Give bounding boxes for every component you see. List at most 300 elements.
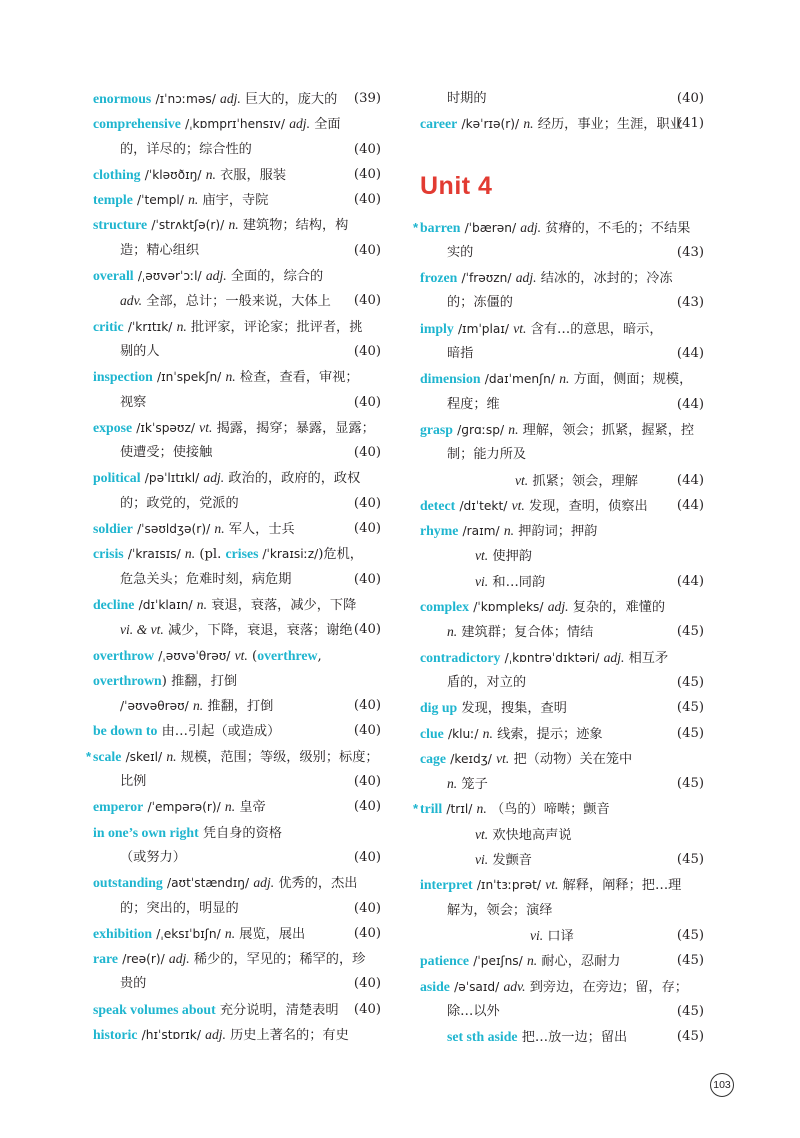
definition: 结冰的，冰封的；冷冻 bbox=[540, 271, 673, 287]
part-of-speech: vt. bbox=[513, 320, 527, 336]
phonetic: /daɪˈmenʃn/ bbox=[484, 372, 555, 387]
entry-continuation bbox=[420, 822, 704, 847]
headword: grasp bbox=[420, 421, 453, 437]
entry-continuation bbox=[93, 137, 381, 162]
part-of-speech: n. bbox=[447, 624, 458, 640]
entry-continuation bbox=[420, 86, 704, 111]
phonetic: /skeɪl/ bbox=[125, 749, 163, 764]
entry-line bbox=[413, 215, 704, 240]
entry-continuation bbox=[93, 491, 381, 516]
definition: 政治的，政府的，政权 bbox=[228, 471, 361, 487]
page-reference: (43) bbox=[676, 295, 704, 311]
headword: overthrown bbox=[93, 672, 162, 688]
entry-line bbox=[93, 870, 381, 895]
headword: detect bbox=[420, 497, 456, 513]
definition: 押韵词；押韵 bbox=[518, 524, 598, 540]
entry-line bbox=[86, 744, 381, 769]
definition: 相互矛 bbox=[628, 650, 669, 666]
definition: 除…以外 bbox=[447, 1003, 500, 1019]
entry-line bbox=[93, 187, 381, 212]
part-of-speech: n. bbox=[508, 421, 519, 437]
entry-line bbox=[420, 316, 704, 341]
definition: ( bbox=[252, 648, 258, 664]
phonetic: /keɪdʒ/ bbox=[450, 751, 492, 766]
phonetic: /reə(r)/ bbox=[122, 952, 165, 967]
phonetic: /ɪnˈtɜːprət/ bbox=[476, 878, 542, 893]
part-of-speech: n. bbox=[526, 953, 538, 969]
entry-line bbox=[93, 997, 381, 1022]
definition: 抓紧；领会，理解 bbox=[532, 473, 638, 489]
entry-line bbox=[420, 695, 704, 720]
definition: 贫瘠的，不毛的；不结果 bbox=[545, 220, 691, 236]
entry-line bbox=[93, 592, 381, 617]
page-reference: (40) bbox=[353, 141, 381, 157]
definition: （鸟的）啼啭；颤音 bbox=[490, 802, 610, 818]
definition: 贵的 bbox=[120, 976, 147, 992]
definition: 剔的人 bbox=[120, 343, 160, 359]
entry-continuation bbox=[420, 670, 704, 695]
entry-continuation bbox=[420, 847, 704, 872]
definition: 发现，搜集，查明 bbox=[461, 701, 567, 717]
headword: crisis bbox=[93, 546, 124, 562]
entry-continuation bbox=[420, 999, 704, 1024]
definition: 全面 bbox=[314, 117, 341, 133]
phonetic: /ˈsəʊldʒə(r)/ bbox=[137, 522, 211, 537]
entry-line bbox=[93, 921, 381, 946]
phonetic: /ˈempərə(r)/ bbox=[147, 800, 221, 815]
definition: 军人，士兵 bbox=[228, 522, 295, 538]
headword: interpret bbox=[420, 877, 473, 893]
part-of-speech: adj. bbox=[205, 268, 227, 284]
entry-line bbox=[420, 948, 704, 973]
headword: dimension bbox=[420, 371, 481, 387]
part-of-speech: vi. & vt. bbox=[120, 622, 164, 638]
headword: scale bbox=[93, 748, 122, 764]
definition: 规模，范围；等级，级别；标度； bbox=[180, 749, 379, 765]
phonetic: /aʊtˈstændɪŋ/ bbox=[166, 876, 250, 891]
headword: overall bbox=[93, 268, 134, 284]
entry-continuation bbox=[93, 238, 381, 263]
definition: 的，详尽的；综合性的 bbox=[120, 141, 252, 157]
headword: historic bbox=[93, 1026, 138, 1042]
definition: 建筑群；复合体；情结 bbox=[461, 625, 594, 641]
page-reference: (45) bbox=[676, 624, 704, 640]
phonetic: /ˈbærən/ bbox=[464, 220, 517, 235]
page-reference: (40) bbox=[353, 394, 381, 410]
entry-line bbox=[93, 1022, 381, 1047]
definition: 和…同韵 bbox=[492, 574, 546, 590]
entry-line bbox=[93, 212, 381, 237]
definition: 笼子 bbox=[461, 777, 488, 793]
definition: 凭自身的资格 bbox=[202, 825, 282, 841]
phonetic: /əˈsaɪd/ bbox=[454, 979, 500, 994]
definition: 由…引起（或造成） bbox=[161, 724, 281, 740]
definition: 实的 bbox=[447, 244, 474, 260]
page-reference: (40) bbox=[353, 900, 381, 916]
entry-line bbox=[420, 721, 704, 746]
phonetic: /ˈpeɪʃns/ bbox=[473, 954, 523, 969]
part-of-speech: vt. bbox=[199, 419, 213, 435]
phonetic: /kəˈrɪə(r)/ bbox=[461, 117, 520, 132]
page-reference: (40) bbox=[353, 343, 381, 359]
definition: 的；政党的，党派的 bbox=[120, 495, 239, 511]
headword: expose bbox=[93, 419, 133, 435]
headword: patience bbox=[420, 953, 470, 969]
headword: rhyme bbox=[420, 523, 459, 539]
part-of-speech: n. bbox=[559, 371, 570, 387]
headword: imply bbox=[420, 320, 454, 336]
phonetic: /raɪm/ bbox=[462, 524, 500, 539]
definition: 全部，总计；一般来说，大体上 bbox=[146, 294, 331, 310]
page-reference: (40) bbox=[353, 1001, 381, 1017]
headword: dig up bbox=[420, 700, 458, 716]
part-of-speech: vt. bbox=[511, 497, 525, 513]
page-reference: (40) bbox=[353, 799, 381, 815]
headword: temple bbox=[93, 192, 133, 208]
part-of-speech: vi. bbox=[475, 573, 489, 589]
definition: 发颤音 bbox=[492, 853, 532, 869]
page-reference: (40) bbox=[353, 242, 381, 258]
entry-line bbox=[93, 643, 381, 668]
entry-line bbox=[420, 417, 704, 442]
definition: 巨大的，庞大的 bbox=[245, 92, 338, 107]
entry-line bbox=[93, 86, 381, 111]
page-number: 103 bbox=[710, 1073, 734, 1097]
entry-line bbox=[93, 263, 381, 288]
phonetic: /ˈkrɪtɪk/ bbox=[127, 319, 173, 334]
page-reference: (40) bbox=[353, 849, 381, 865]
page-reference: (40) bbox=[353, 192, 381, 208]
part-of-speech: adj. bbox=[205, 1026, 226, 1042]
definition: 全面的，综合的 bbox=[230, 269, 324, 285]
entry-continuation bbox=[93, 693, 381, 718]
headword: decline bbox=[93, 596, 135, 612]
definition: 检查，查看，审视； bbox=[239, 370, 359, 386]
entry-continuation bbox=[93, 567, 381, 592]
entry-continuation bbox=[420, 468, 704, 493]
definition: 经历，事业；生涯，职业 bbox=[537, 117, 683, 133]
part-of-speech: adj. bbox=[547, 599, 569, 615]
part-of-speech: vt. bbox=[496, 750, 510, 766]
entry-continuation bbox=[420, 442, 704, 467]
phonetic: /ɪnˈspekʃn/ bbox=[157, 370, 222, 385]
entry-continuation bbox=[93, 390, 381, 415]
definition: 危急关头；危难时刻，病危期 bbox=[120, 571, 292, 587]
part-of-speech: n. bbox=[214, 521, 225, 537]
definition: 减少，下降，衰退，衰落；谢绝 bbox=[168, 623, 353, 639]
headword: frozen bbox=[420, 270, 458, 286]
headword: speak volumes about bbox=[93, 1001, 216, 1017]
phonetic: /trɪl/ bbox=[446, 802, 473, 817]
phonetic: /ɪˈnɔːməs/ bbox=[155, 92, 216, 106]
definition: 的；冻僵的 bbox=[447, 295, 513, 311]
phonetic-variant: /ˈkraɪsiːz/ bbox=[258, 547, 319, 562]
part-of-speech: adv. bbox=[120, 293, 143, 309]
entry-line bbox=[420, 493, 704, 518]
definition: 解释，阐释；把…理 bbox=[562, 878, 682, 894]
part-of-speech: vt. bbox=[234, 647, 248, 663]
definition: 造；精心组织 bbox=[120, 242, 200, 258]
entry-continuation bbox=[420, 543, 704, 568]
entry-continuation bbox=[420, 341, 704, 366]
headword: trill bbox=[420, 801, 443, 817]
page-reference: (44) bbox=[676, 573, 704, 589]
page-reference: (40) bbox=[353, 166, 381, 182]
phonetic: /dɪˈklaɪn/ bbox=[138, 597, 193, 612]
entry-line bbox=[93, 364, 381, 389]
entry-line bbox=[413, 796, 704, 821]
entry-line bbox=[93, 794, 381, 819]
page-reference: (40) bbox=[353, 925, 381, 941]
definition: 口译 bbox=[547, 928, 574, 944]
entry-line bbox=[420, 518, 704, 543]
phonetic: /ˌkɒmprɪˈhensɪv/ bbox=[185, 117, 285, 132]
headword: clue bbox=[420, 725, 444, 741]
page-reference: (45) bbox=[676, 953, 704, 969]
entry-continuation bbox=[420, 240, 704, 265]
headword: soldier bbox=[93, 521, 133, 537]
definition: 稀少的，罕见的；稀罕的，珍 bbox=[193, 952, 366, 968]
part-of-speech: adj. bbox=[603, 649, 625, 665]
definition: 皇帝 bbox=[239, 800, 266, 816]
entry-continuation bbox=[93, 617, 381, 642]
part-of-speech: adj. bbox=[168, 951, 190, 967]
headword: structure bbox=[93, 217, 148, 233]
page-reference: (45) bbox=[676, 1003, 704, 1019]
headword-variant: overthrew bbox=[257, 647, 318, 663]
phonetic: /ɡrɑːsp/ bbox=[457, 422, 505, 437]
phonetic: /ɪmˈplaɪ/ bbox=[457, 321, 510, 336]
entry-line bbox=[93, 820, 381, 845]
right-top-entries bbox=[420, 86, 704, 137]
headword: exhibition bbox=[93, 925, 153, 941]
definition: 衣服，服装 bbox=[220, 167, 287, 183]
page-reference: (45) bbox=[676, 674, 704, 690]
entry-line bbox=[93, 415, 381, 440]
definition: 盾的，对立的 bbox=[447, 674, 527, 690]
page-reference: (39) bbox=[353, 91, 381, 106]
phonetic: /ˌəʊvərˈɔːl/ bbox=[137, 269, 202, 284]
entry-line bbox=[93, 946, 381, 971]
definition: 把…放一边；留出 bbox=[521, 1030, 628, 1046]
entry-line bbox=[93, 162, 381, 187]
definition: 暗指 bbox=[447, 346, 474, 362]
part-of-speech: n. bbox=[224, 925, 236, 941]
part-of-speech: n. bbox=[166, 748, 177, 764]
page-reference: (43) bbox=[676, 244, 704, 260]
entry-line bbox=[420, 366, 704, 391]
definition: (pl. bbox=[199, 547, 226, 563]
part-of-speech: n. bbox=[176, 318, 187, 334]
entry-line bbox=[93, 314, 381, 339]
page-reference: (45) bbox=[676, 700, 704, 716]
unit-title: Unit 4 bbox=[420, 171, 493, 200]
entry-line bbox=[420, 872, 704, 897]
headword: career bbox=[420, 116, 458, 132]
definition: 比例 bbox=[120, 774, 147, 790]
page-reference: (40) bbox=[353, 495, 381, 511]
definition: 视察 bbox=[120, 394, 147, 410]
entry-continuation bbox=[93, 971, 381, 996]
part-of-speech: adj. bbox=[220, 91, 241, 106]
headword: outstanding bbox=[93, 875, 163, 891]
part-of-speech: n. bbox=[476, 801, 487, 817]
entry-continuation bbox=[93, 440, 381, 465]
headword: comprehensive bbox=[93, 116, 181, 132]
entry-continuation bbox=[420, 898, 704, 923]
entry-line bbox=[420, 1024, 704, 1049]
page-reference: (40) bbox=[353, 445, 381, 461]
part-of-speech: adj. bbox=[253, 875, 275, 891]
definition: 欢快地高声说 bbox=[492, 827, 572, 843]
phonetic: /ˌeksɪˈbɪʃn/ bbox=[156, 926, 221, 941]
definition: （或努力） bbox=[120, 849, 186, 865]
entry-line bbox=[93, 465, 381, 490]
page-reference: (45) bbox=[676, 725, 704, 741]
definition: 解为，领会；演绎 bbox=[447, 902, 553, 918]
page-reference: (45) bbox=[676, 852, 704, 868]
definition: 展览，展出 bbox=[239, 926, 306, 942]
definition: 批评家，评论家；批评者，挑 bbox=[190, 319, 363, 335]
definition: 复杂的，难懂的 bbox=[572, 600, 666, 616]
page-reference: (40) bbox=[676, 91, 704, 106]
headword-variant: crises bbox=[225, 546, 259, 562]
entry-continuation bbox=[420, 290, 704, 315]
phonetic: /ɪkˈspəʊz/ bbox=[136, 420, 195, 435]
phonetic: /ˈtempl/ bbox=[137, 193, 184, 208]
definition: 耐心，忍耐力 bbox=[541, 954, 621, 970]
entry-star-mark: * bbox=[86, 748, 92, 764]
definition: 线索，提示；迹象 bbox=[497, 726, 603, 742]
page-reference: (40) bbox=[353, 774, 381, 790]
part-of-speech: vt. bbox=[515, 472, 529, 488]
definition: 使遭受；使接触 bbox=[120, 445, 213, 461]
phonetic: /ˈfrəʊzn/ bbox=[461, 271, 512, 286]
entry-continuation bbox=[93, 339, 381, 364]
definition: 把（动物）关在笼中 bbox=[513, 751, 633, 767]
entry-line bbox=[420, 594, 704, 619]
page-reference: (45) bbox=[676, 776, 704, 792]
definition: 发现，查明，侦察出 bbox=[529, 498, 648, 514]
headword: rare bbox=[93, 951, 119, 967]
entry-star-mark: * bbox=[413, 219, 419, 235]
entry-continuation bbox=[420, 923, 704, 948]
headword: emperor bbox=[93, 799, 144, 815]
entry-line bbox=[420, 265, 704, 290]
right-entries bbox=[413, 215, 704, 1050]
left-column bbox=[86, 86, 381, 1047]
part-of-speech: n. bbox=[184, 546, 196, 562]
headword: enormous bbox=[93, 91, 152, 106]
page-reference: (45) bbox=[676, 1029, 704, 1045]
entry-line bbox=[93, 516, 381, 541]
page-reference: (44) bbox=[676, 497, 704, 513]
headword: in one’s own right bbox=[93, 824, 199, 840]
definition: 揭露，揭穿；暴露，显露； bbox=[216, 420, 375, 436]
page-reference: (40) bbox=[353, 622, 381, 638]
definition: 的；突出的，明显的 bbox=[120, 900, 239, 916]
page-reference: (40) bbox=[353, 698, 381, 714]
definition: 充分说明，清楚表明 bbox=[219, 1002, 339, 1018]
phonetic: /kluː/ bbox=[447, 726, 479, 741]
phonetic: /ˌəʊvəˈθrəʊ/ bbox=[158, 648, 231, 663]
part-of-speech: adv. bbox=[503, 978, 526, 994]
part-of-speech: vt. bbox=[475, 548, 489, 564]
entry-continuation bbox=[93, 845, 381, 870]
phonetic: /pəˈlɪtɪkl/ bbox=[144, 471, 200, 486]
definition: 到旁边，在旁边；留，存； bbox=[529, 979, 688, 995]
part-of-speech: n. bbox=[205, 166, 216, 182]
phonetic: /ˈkɒmpleks/ bbox=[473, 600, 544, 615]
page-reference: (40) bbox=[353, 293, 381, 309]
phonetic: /ˌkɒntrəˈdɪktəri/ bbox=[504, 650, 600, 665]
entry-star-mark: * bbox=[413, 801, 419, 817]
part-of-speech: n. bbox=[503, 523, 515, 539]
definition-tail: , bbox=[317, 648, 322, 664]
definition: 衰退，衰落，减少，下降 bbox=[211, 597, 357, 613]
part-of-speech: n. bbox=[188, 192, 199, 208]
definition: ) 推翻，打倒 bbox=[161, 673, 238, 689]
part-of-speech: n. bbox=[196, 596, 207, 612]
headword: cage bbox=[420, 750, 447, 766]
definition: 含有…的意思，暗示， bbox=[530, 321, 663, 337]
part-of-speech: n. bbox=[193, 698, 204, 714]
part-of-speech: vt. bbox=[475, 826, 489, 842]
headword: critic bbox=[93, 318, 124, 334]
phonetic: /hɪˈstɒrɪk/ bbox=[141, 1027, 201, 1042]
definition: 庙宇，寺院 bbox=[202, 193, 269, 209]
page-reference: (41) bbox=[676, 116, 704, 132]
definition: 推翻，打倒 bbox=[207, 699, 274, 715]
part-of-speech: adj. bbox=[520, 219, 542, 235]
part-of-speech: adj. bbox=[203, 470, 225, 486]
part-of-speech: n. bbox=[228, 217, 239, 233]
part-of-speech: n. bbox=[523, 116, 534, 132]
definition: 建筑物；结构，构 bbox=[242, 218, 349, 234]
definition: 历史上著名的；有史 bbox=[230, 1027, 349, 1043]
part-of-speech: adj. bbox=[515, 270, 537, 286]
page-reference: (45) bbox=[676, 927, 704, 943]
page-reference: (44) bbox=[676, 472, 704, 488]
page-reference: (40) bbox=[353, 521, 381, 537]
phonetic: /ˈəʊvəθrəʊ/ bbox=[120, 699, 189, 714]
part-of-speech: n. bbox=[482, 725, 493, 741]
phonetic: /dɪˈtekt/ bbox=[459, 498, 508, 513]
entry-line bbox=[93, 668, 381, 693]
headword: set sth aside bbox=[447, 1029, 518, 1045]
entry-continuation bbox=[93, 769, 381, 794]
definition: 优秀的，杰出 bbox=[278, 876, 358, 892]
headword: complex bbox=[420, 599, 470, 615]
definition: 时期的 bbox=[447, 91, 487, 106]
page-reference: (40) bbox=[353, 723, 381, 739]
part-of-speech: n. bbox=[224, 799, 236, 815]
entry-line bbox=[93, 111, 381, 136]
definition: 使押韵 bbox=[492, 549, 532, 565]
entry-continuation bbox=[93, 896, 381, 921]
part-of-speech: n. bbox=[447, 776, 458, 792]
phonetic: /ˈkləʊðɪŋ/ bbox=[144, 167, 202, 182]
right-column bbox=[413, 86, 704, 1049]
headword: clothing bbox=[93, 166, 141, 182]
definition: 理解，领会；抓紧，握紧，控 bbox=[522, 422, 695, 438]
part-of-speech: adj. bbox=[289, 116, 310, 132]
phonetic: /ˈkraɪsɪs/ bbox=[127, 547, 181, 562]
headword: aside bbox=[420, 978, 450, 994]
entry-line bbox=[420, 111, 704, 136]
entry-line bbox=[420, 645, 704, 670]
definition: 方面，侧面；规模， bbox=[573, 372, 693, 388]
